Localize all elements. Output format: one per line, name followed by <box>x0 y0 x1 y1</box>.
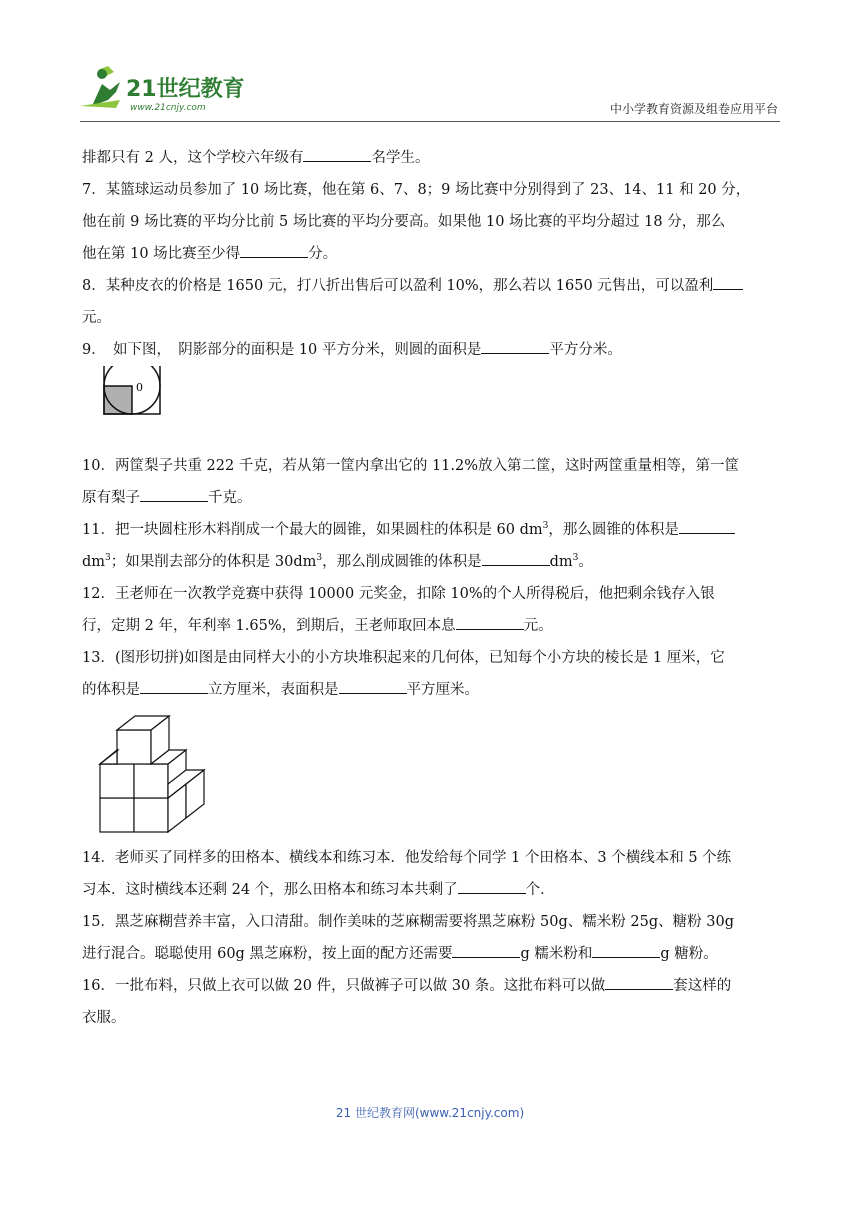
platform-label: 中小学教育资源及组卷应用平台 <box>609 102 778 116</box>
answer-blank[interactable] <box>452 939 520 958</box>
circle-square-figure <box>82 366 202 442</box>
answer-blank[interactable] <box>713 271 743 290</box>
question-14: 14．老师买了同样多的田格本、横线本和练习本．他发给每个同学 1 个田格本、3 个横线本和 5 个练 习本．这时横线本还剩 24 个，那么田格本和练习本共剩了 个． <box>82 850 732 898</box>
answer-blank[interactable] <box>456 611 524 630</box>
answer-blank[interactable] <box>481 335 549 354</box>
answer-blank[interactable] <box>482 547 550 566</box>
page-header <box>0 0 860 130</box>
center-label: 0 <box>136 381 143 394</box>
logo-text: 21世纪教育 <box>126 77 245 102</box>
question-10: 10．两筐梨子共重 222 千克，若从第一筐内拿出它的 11.2%放入第二筐，这时两筐重量相等，第一筐 原有梨子 千克。 <box>82 458 740 506</box>
logo-url: www.21cnjy.com <box>130 103 206 113</box>
header-divider <box>80 121 780 122</box>
question-8: 8．某种皮衣的价格是 1650 元，打八折出售后可以盈利 10%，那么若以 1650 元售出，可以盈利 元。 <box>82 270 782 334</box>
question-13: 13．(图形切拼)如图是由同样大小的小方块堆积起来的几何体，已知每个小方块的棱长是 1 厘米，它 的体积是 立方厘米，表面积是 平方厘米。 <box>82 642 782 842</box>
question-15: 15．黑芝麻糊营养丰富，入口清甜。制作美味的芝麻糊需要将黑芝麻粉 50g、糯米粉 25g、糖粉 30g 进行混合。聪聪使用 60g 黑芝麻粉，按上面的配方还需要 g 糯米粉和 g 糖粉。 <box>82 914 734 962</box>
page-footer: 21 世纪教育网(www.21cnjy.com) <box>335 1106 525 1120</box>
question-6-tail: 排都只有 2 人，这个学校六年级有 名学生。 <box>82 142 782 174</box>
question-12: 12．王老师在一次教学竞赛中获得 10000 元奖金，扣除 10%的个人所得税后，他把剩余钱存入银 行，定期 2 年，年利率 1.65%，到期后，王老师取回本息 元。 <box>82 586 715 634</box>
answer-blank[interactable] <box>240 239 308 258</box>
answer-blank[interactable] <box>458 875 526 894</box>
site-logo <box>80 60 260 120</box>
answer-blank[interactable] <box>605 971 673 990</box>
answer-blank[interactable] <box>303 143 371 162</box>
question-9: 9． 如下图， 阴影部分的面积是 10 平方分米，则圆的面积是 平方分米。 0 <box>82 334 782 442</box>
answer-blank[interactable] <box>140 675 208 694</box>
answer-blank[interactable] <box>679 515 735 534</box>
question-7: 7．某篮球运动员参加了 10 场比赛，他在第 6、7、8；9 场比赛中分别得到了 23、14、11 和 20 分， 他在前 9 场比赛的平均分比前 5 场比赛的平均分要高。如果他 10 场比赛的平均分超过 18 分，那么 他在第 10 场比赛至少得 分。 <box>82 182 751 262</box>
question-16: 16．一批布料，只做上衣可以做 20 件，只做裤子可以做 30 条。这批布料可以做 套这样的 衣服。 <box>82 970 782 1034</box>
answer-blank[interactable] <box>140 483 208 502</box>
answer-blank[interactable] <box>339 675 407 694</box>
question-list <box>82 142 782 1034</box>
question-11: 11．把一块圆柱形木料削成一个最大的圆锥，如果圆柱的体积是 60 $dm^3$，那么圆锥的体积是 $dm^3$；如果削去部分的体积是 $30dm^3$，那么削成圆锥的体积是 $dm^3$。 <box>82 514 782 578</box>
answer-blank[interactable] <box>592 939 660 958</box>
stacked-cubes-figure <box>82 706 222 842</box>
